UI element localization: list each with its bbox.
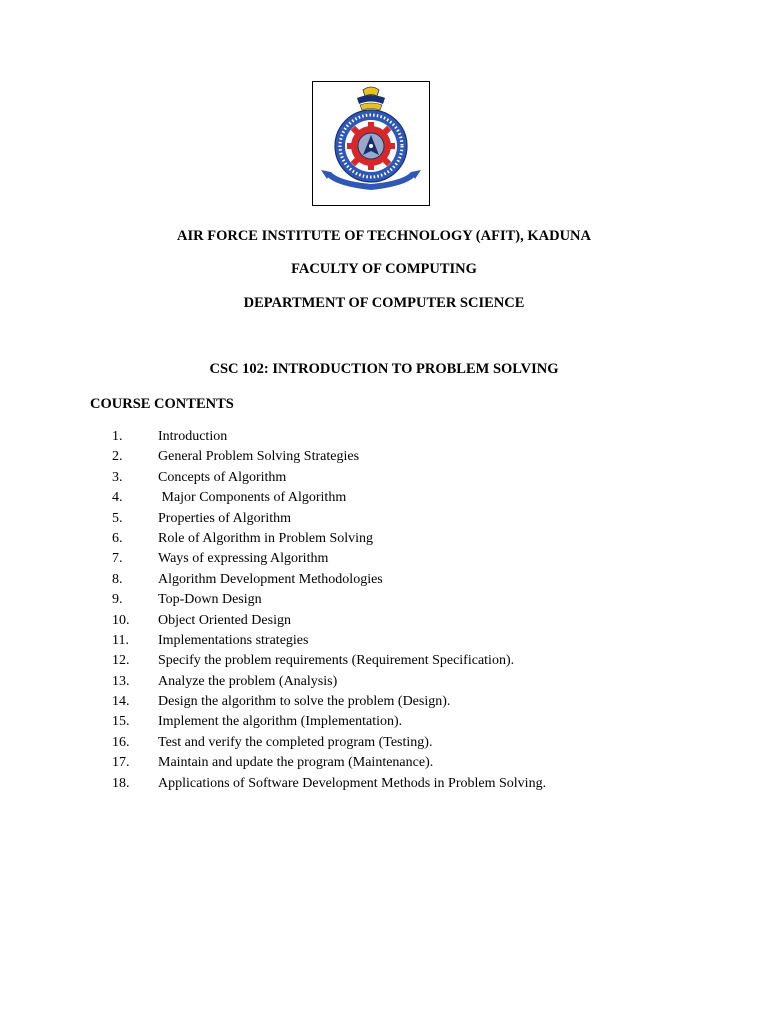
faculty-title: FACULTY OF COMPUTING [291, 261, 477, 277]
list-item [0, 468, 768, 488]
list-item [0, 733, 768, 753]
list-item [0, 753, 768, 773]
item-text: Introduction [158, 429, 228, 444]
list-item [0, 488, 768, 508]
list-item [0, 549, 768, 569]
item-number: 14. [112, 694, 130, 710]
item-number: 9. [112, 592, 123, 608]
item-number: 3. [112, 469, 123, 485]
item-text: General Problem Solving Strategies [158, 449, 360, 465]
item-text: Implementations strategies [158, 632, 309, 648]
item-text: Design the algorithm to solve the problem (Design). [158, 694, 451, 710]
item-number: 2. [112, 449, 123, 465]
item-number: 17. [112, 755, 130, 771]
item-number: 8. [112, 571, 123, 587]
item-number: 5. [112, 510, 123, 526]
list-item [0, 529, 768, 549]
item-number: 16. [112, 734, 130, 750]
list-item [0, 590, 768, 610]
item-number: 15. [112, 714, 130, 730]
item-number: 18. [112, 775, 130, 791]
item-number: 10. [112, 612, 130, 628]
item-number: 11. [112, 632, 129, 648]
department-title: DEPARTMENT OF COMPUTER SCIENCE [243, 295, 525, 311]
list-item [0, 672, 768, 692]
item-number: 13. [112, 673, 130, 689]
course-contents-list [0, 427, 768, 794]
item-number: 1. [112, 429, 123, 444]
list-item [0, 427, 768, 447]
list-item [0, 651, 768, 671]
list-item [0, 611, 768, 631]
item-text: Top-Down Design [158, 592, 262, 608]
item-text: Object Oriented Design [158, 612, 291, 628]
item-text: Role of Algorithm in Problem Solving [158, 530, 374, 546]
item-text: Algorithm Development Methodologies [158, 571, 383, 587]
logo-frame [312, 81, 430, 206]
item-text: Properties of Algorithm [158, 510, 291, 526]
institution-title: AIR FORCE INSTITUTE OF TECHNOLOGY (AFIT), KADUNA [177, 228, 591, 244]
item-number: 4. [112, 490, 123, 506]
list-item [0, 692, 768, 712]
item-text: Test and verify the completed program (Testing). [158, 734, 433, 750]
item-text: Concepts of Algorithm [158, 469, 287, 485]
item-number: 7. [112, 551, 123, 567]
course-contents-heading: COURSE CONTENTS [90, 396, 234, 412]
afit-crest-icon [313, 82, 429, 205]
list-item [0, 712, 768, 732]
list-item [0, 570, 768, 590]
list-item [0, 447, 768, 467]
list-item [0, 774, 768, 794]
item-text: Applications of Software Development Methods in Problem Solving. [158, 775, 547, 791]
item-number: 6. [112, 530, 123, 546]
item-text: Major Components of Algorithm [158, 490, 347, 506]
item-text: Ways of expressing Algorithm [158, 551, 329, 567]
list-item [0, 509, 768, 529]
item-text: Analyze the problem (Analysis) [158, 673, 338, 689]
item-text: Maintain and update the program (Maintenance). [158, 755, 434, 771]
item-text: Specify the problem requirements (Requirement Specification). [158, 653, 515, 669]
list-item [0, 631, 768, 651]
course-title: CSC 102: INTRODUCTION TO PROBLEM SOLVING [209, 361, 559, 377]
item-text: Implement the algorithm (Implementation). [158, 714, 403, 730]
item-number: 12. [112, 653, 130, 669]
